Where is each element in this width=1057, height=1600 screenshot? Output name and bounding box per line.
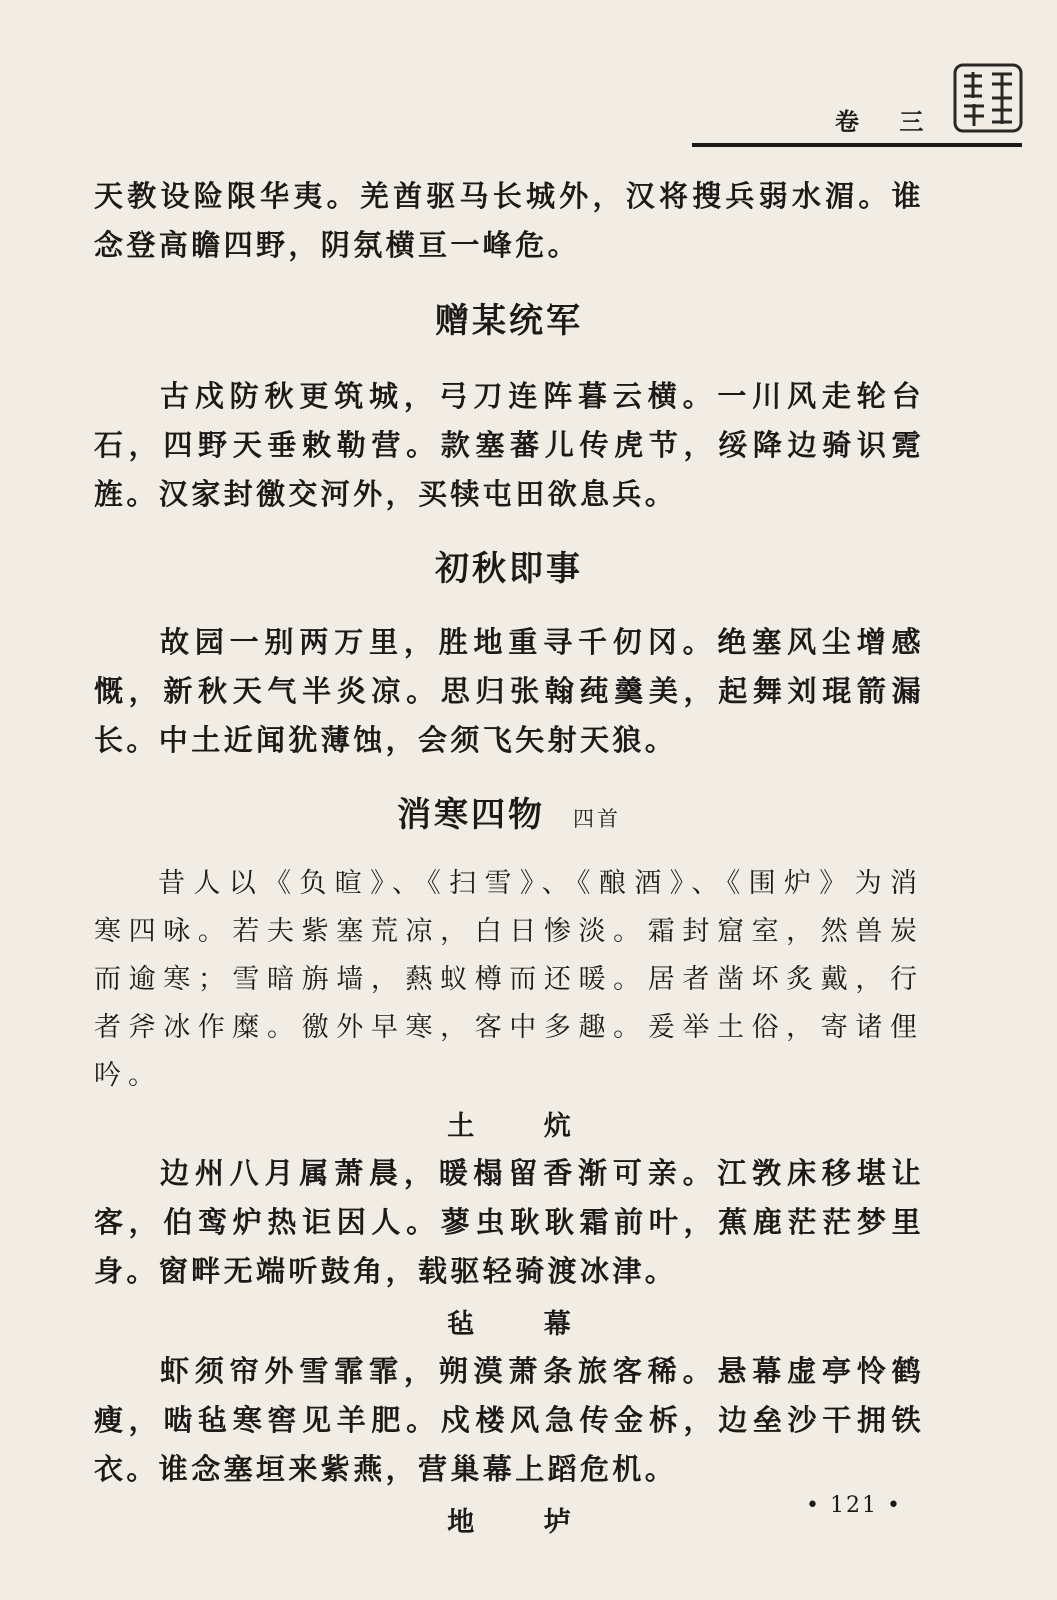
poem-continuation: 天教设险限华夷。羌酋驱马长城外，汉将搜兵弱水湄。谁念登高瞻四野，阴氛横亘一峰危。 [94, 179, 924, 262]
group-note: 四首 [573, 807, 621, 831]
poem-title: 赠某统军 [435, 301, 583, 341]
poem-text: 故园一别两万里，胜地重寻千仞冈。绝塞风尘增感慨，新秋天气半炎凉。思归张翰莼羹美，起舞刘琨箭漏长。中土近闻犹薄蚀，会须飞矢射天狼。 [94, 625, 924, 757]
header-rule [692, 143, 1022, 147]
page-number: • 121 • [806, 1493, 902, 1518]
subpoem-title: 毡 幕 [447, 1309, 601, 1340]
subpoem-title: 土 炕 [447, 1111, 601, 1142]
poem-text: 虾须帘外雪霏霏，朔漠萧条旅客稀。悬幕虚亭怜鹤瘦，啮毡寒窖见羊肥。戍楼风急传金柝，边垒沙干拥铁衣。谁念塞垣来紫燕，营巢幕上蹈危机。 [94, 1354, 924, 1486]
subpoem-title: 地 垆 [447, 1507, 601, 1538]
page-body [94, 172, 924, 1539]
seal-stamp [952, 62, 1024, 134]
group-preface: 昔人以《负暄》、《扫雪》、《酿酒》、《围炉》为消寒四咏。若夫紫塞荒凉，白日惨淡。霜封窟室，然兽炭而逾寒；雪暗旃墙，爇蚁樽而还暖。居者凿坏炙戴，行者斧冰作糜。徼外早寒，客中多趣。爰举土俗，寄诸俚吟。 [94, 868, 924, 1091]
group-title-text: 消寒四物 [397, 795, 545, 835]
group-title [94, 787, 924, 836]
poem-text: 古戍防秋更筑城，弓刀连阵暮云横。一川风走轮台石，四野天垂敕勒营。款塞蕃儿传虎节，绥降边骑识霓旌。汉家封徼交河外，买犊屯田欲息兵。 [94, 379, 924, 511]
poem-text: 边州八月属萧晨，暖榻留香渐可亲。江敩床移堪让客，伯鸾炉热讵因人。蓼虫耿耿霜前叶，蕉鹿茫茫梦里身。窗畔无端听鼓角，载驱轻骑渡冰津。 [94, 1156, 924, 1288]
poem-title: 初秋即事 [435, 549, 583, 589]
running-head: 卷 三 [835, 108, 940, 136]
